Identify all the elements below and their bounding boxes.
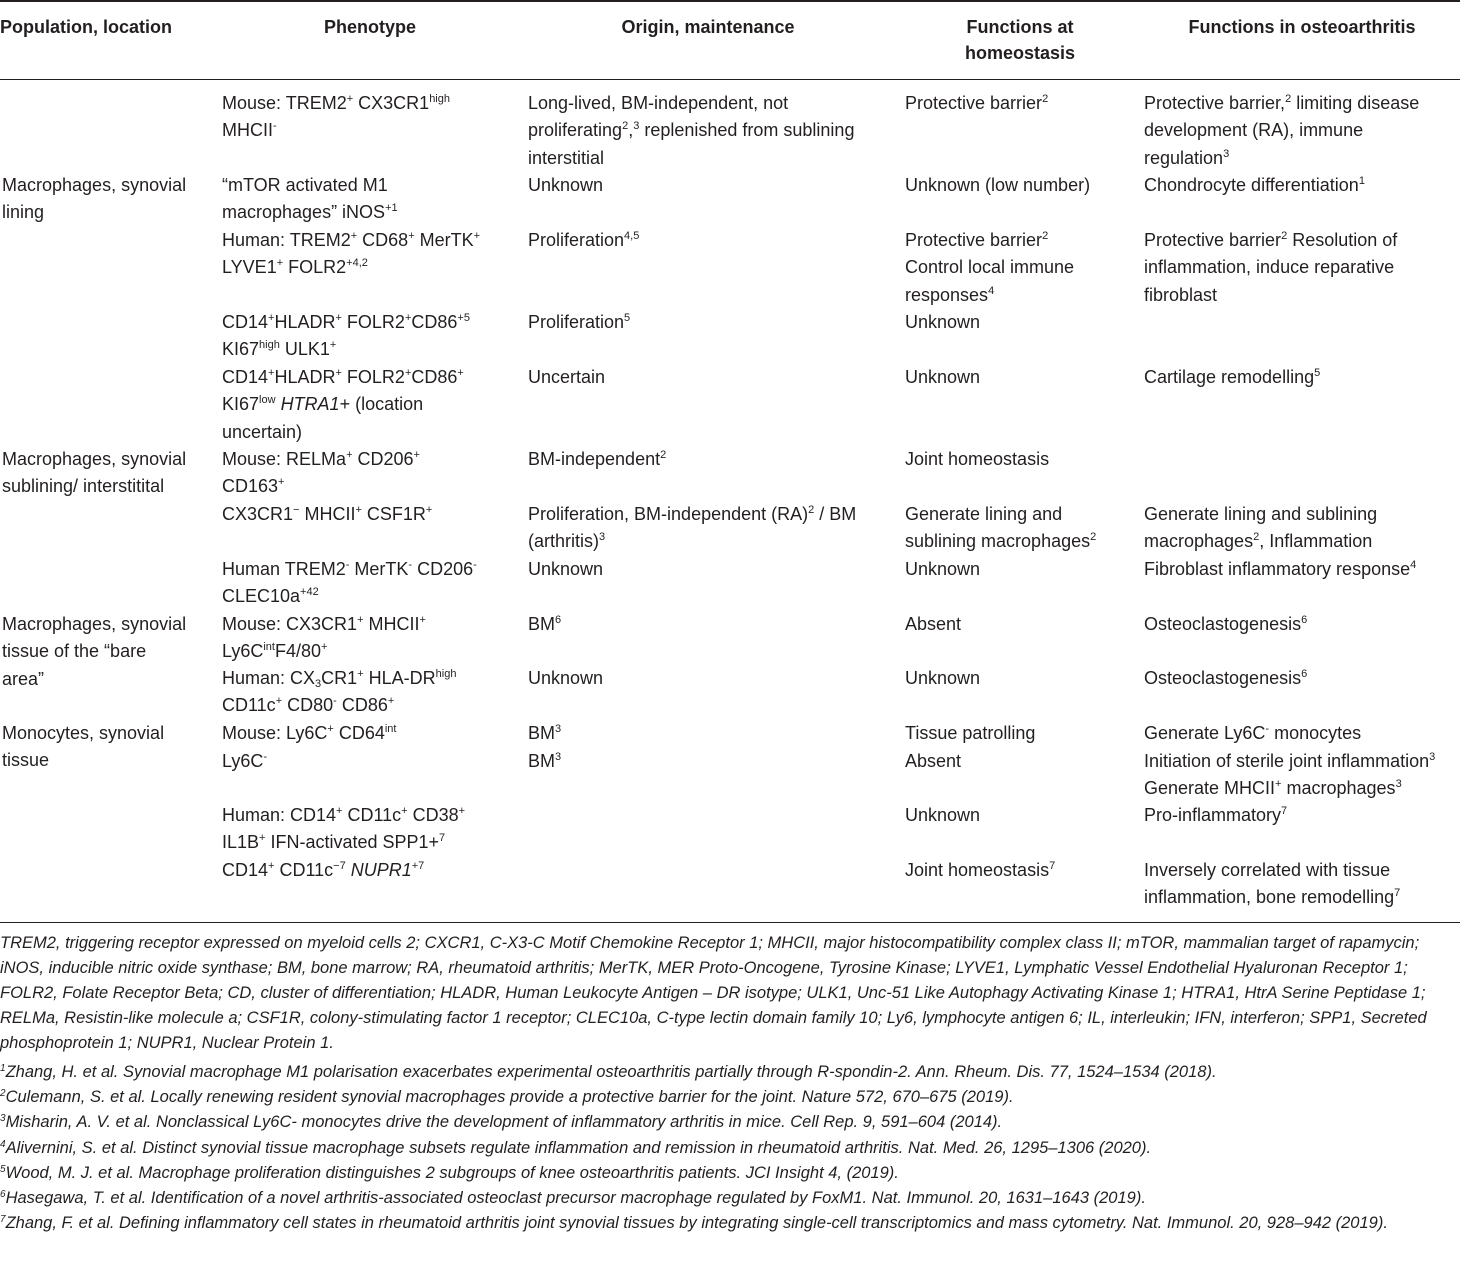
header-population: Population, location [0,17,172,37]
cell-origin: Proliferation$^{4,5}$ [528,230,640,250]
cell-homeostasis: Joint homeostasis$^7$ [905,860,1056,880]
cell-phenotype: Human: TREM2+ CD68+ MerTK+ LYVE1+ $FOLR2^{+4,2}$ [222,230,481,278]
cell-phenotype: Mouse: CX3CR1+ MHCII+ $Ly6C^{int}F4/80^+$ [222,614,426,662]
header-phenotype: Phenotype [323,17,416,37]
cell-origin: Unknown [528,175,604,195]
cell-homeostasis: Tissue patrolling [905,723,1036,743]
cell-oa: Generate Ly6C- monocytes [1144,723,1362,743]
cell-homeostasis: Unknown [905,559,981,579]
cell-phenotype: Human: $CX_3CR1^+$ HLA-$DR^{high}$ CD11c+ CD80- CD86+ [222,668,457,716]
header-rule [0,79,1460,80]
reference-7: $^7$Zhang, F. et al. Defining inflammatory cell states in rheumatoid arthritis joint synovial tissues by integrating single-cell transcriptomics and mass cytometry. Nat. Immunol. 20, 928–942 (2019). [0,1214,1388,1232]
cell-origin: Uncertain [528,367,606,387]
reference-6: $^6$Hasegawa, T. et al. Identification of a novel arthritis-associated osteoclast precursor macrophage regulated by FoxM1. Nat. Immunol. 20, 1631–1643 (2019). [0,1189,1146,1207]
reference-5: $^5$Wood, M. J. et al. Macrophage proliferation distinguishes 2 subgroups of knee osteoarthritis patients. JCI Insight 4, (2019). [0,1164,899,1182]
cell-homeostasis: Generate lining and sublining macrophages$^2$ [905,504,1097,552]
cell-homeostasis: Protective barrier$^2$ Control local immune responses$^4$ [905,230,1075,305]
cell-phenotype: “mTOR activated M1 macrophages” iNOS$^{+1}$ [222,175,398,223]
cell-phenotype: Human TREM2- MerTK- CD206- $CLEC10a^{+42}$ [222,559,477,607]
cell-oa: Inversely correlated with tissue inflammation, bone remodelling$^7$ [1144,860,1401,908]
cell-oa: Protective barrier$^2$ Resolution of inflammation, induce reparative fibroblast [1144,230,1398,305]
header-homeostasis: Functions at homeostasis [964,17,1076,63]
cell-origin: BM-independent$^2$ [528,449,667,469]
cell-oa: Initiation of sterile joint inflammation$^3$ Generate MHCII+ macrophages$^3$ [1144,751,1436,799]
population-label: Macrophages, synovial lining [2,175,187,223]
cell-phenotype: CX3CR1− MHCII+ CSF1R+ [222,504,433,524]
cell-phenotype: CD14+HLADR+ FOLR2+CD86+ $KI67^{low}$ HTRA1+ (location uncertain) [222,367,464,442]
cell-phenotype: Human: CD14+ CD11c+ CD38+ IL1B+ IFN-activated SPP1+$^7$ [222,805,466,853]
header-osteoarthritis: Functions in osteoarthritis [1188,17,1416,37]
reference-4: $^4$Alivernini, S. et al. Distinct synovial tissue macrophage subsets regulate inflammation and remission in rheumatoid arthritis. Nat. Med. 26, 1295–1306 (2020). [0,1139,1152,1157]
cell-phenotype: Mouse: RELMa+ CD206+ CD163+ [222,449,420,497]
cell-oa: Osteoclastogenesis$^6$ [1144,668,1308,688]
cell-homeostasis: Unknown [905,805,981,825]
cell-homeostasis: Unknown [905,668,981,688]
reference-2: $^2$Culemann, S. et al. Locally renewing resident synovial macrophages provide a protective barrier for the joint. Nature 572, 670–675 (2019). [0,1088,1014,1106]
cell-oa: Pro-inflammatory$^7$ [1144,805,1288,825]
cell-oa: Cartilage remodelling$^5$ [1144,367,1321,387]
cell-homeostasis: Unknown (low number) [905,175,1091,195]
cell-origin: $BM^3$ [528,723,562,743]
cell-phenotype: Mouse: TREM2+ $CX3CR1^{high}$ MHCII- [222,93,450,141]
cell-oa: Protective barrier,$^2$ limiting disease development (RA), immune regulation$^3$ [1144,93,1420,168]
cell-phenotype: CD14+ $CD11c^{-7}$ $NUPR1^{+7}$ [222,860,425,880]
cell-homeostasis: Absent [905,751,962,771]
cell-phenotype: Ly6C- [222,751,268,771]
cell-origin: Unknown [528,668,604,688]
cell-phenotype: CD14+HLADR+ $FOLR2^+CD86^{+5}$ $KI67^{high}$ ULK1+ [222,312,470,360]
cell-oa: Osteoclastogenesis$^6$ [1144,614,1308,634]
cell-origin: Proliferation, BM-independent (RA)$^2$ / BM (arthritis)$^3$ [528,504,857,552]
cell-homeostasis: Protective barrier$^2$ [905,93,1049,113]
cell-origin: Long-lived, BM-independent, not proliferating$^2$,$^3$ replenished from sublining interstitial [528,93,855,168]
cell-origin: Proliferation$^5$ [528,312,631,332]
abbreviations-footnote: TREM2, triggering receptor expressed on myeloid cells 2; CXCR1, C-X3-C Motif Chemokine Receptor 1; MHCII, major histocompatibility complex class II; mTOR, mammalian target of rapamycin; iNOS, inducible nitric oxide synthase; BM, bone marrow; RA, rheumatoid arthritis; MerTK, MER Proto-Oncogene, Tyrosine Kinase; LYVE1, Lymphatic Vessel Endothelial Hyaluronan Receptor 1; FOLR2, Folate Receptor Beta; CD, cluster of differentiation; HLADR, Human Leukocyte Antigen – DR isotype; ULK1, Unc-51 Like Autophagy Activating Kinase 1; HTRA1, HtrA Serine Peptidase 1; RELMa, Resistin-like molecule a; CSF1R, colony-stimulating factor 1 receptor; CLEC10a, C-type lectin domain family 10; Ly6, lymphocyte antigen 6; IL, interleukin; IFN, interferon; SPP1, Secreted phosphoprotein 1; NUPR1, Nuclear Protein 1. [0,934,1427,1052]
population-label: Monocytes, synovial tissue [2,723,165,771]
reference-1: $^1$Zhang, H. et al. Synovial macrophage M1 polarisation exacerbates experimental osteoarthritis partially through R-spondin-2. Ann. Rheum. Dis. 77, 1524–1534 (2018). [0,1063,1217,1081]
cell-homeostasis: Joint homeostasis [905,449,1050,469]
header-origin: Origin, maintenance [621,17,795,37]
cell-homeostasis: Absent [905,614,962,634]
cell-oa: Chondrocyte differentiation$^1$ [1144,175,1365,195]
cell-homeostasis: Unknown [905,367,981,387]
cell-origin: Unknown [528,559,604,579]
population-label: Macrophages, synovial tissue of the “bare area” [2,614,187,689]
population-label: Macrophages, synovial sublining/ interstitital [2,449,187,497]
cell-oa: Fibroblast inflammatory response$^4$ [1144,559,1417,579]
cell-phenotype: Mouse: Ly6C+ $CD64^{int}$ [222,723,397,743]
table-bottom-rule [0,922,1460,923]
cell-oa: Generate lining and sublining macrophages$^2$, Inflammation [1144,504,1378,552]
cell-origin: $BM^3$ [528,751,562,771]
cell-homeostasis: Unknown [905,312,981,332]
reference-3: $^3$Misharin, A. V. et al. Nonclassical Ly6C- monocytes drive the development of inflammatory arthritis in mice. Cell Rep. 9, 591–604 (2014). [0,1113,1003,1131]
cell-origin: $BM^6$ [528,614,562,634]
table-top-rule [0,0,1460,2]
